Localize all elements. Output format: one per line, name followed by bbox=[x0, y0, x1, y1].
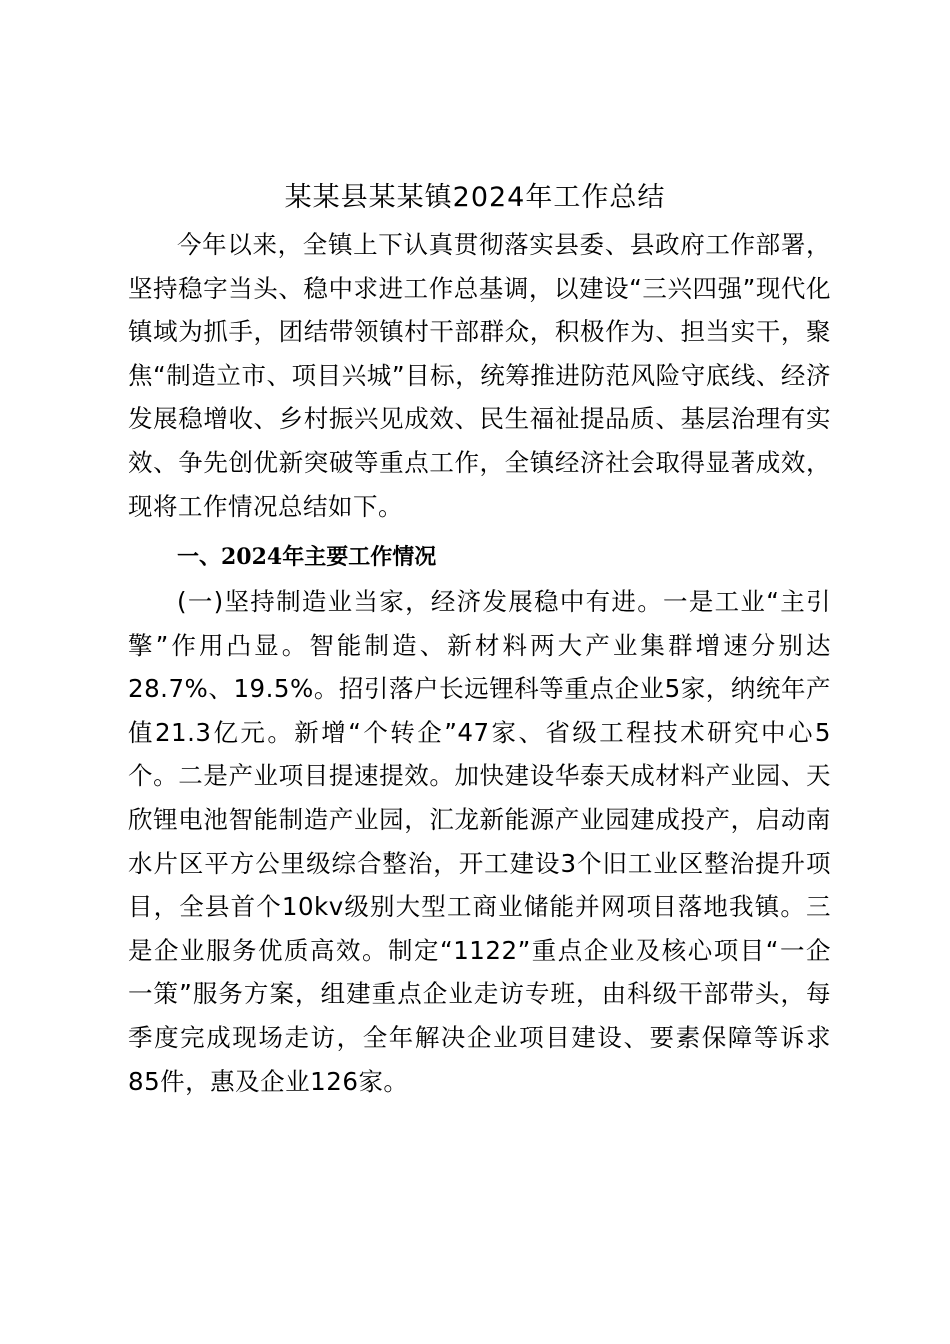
document-title: 某某县某某镇2024年工作总结 bbox=[284, 182, 666, 213]
section-paragraph: (一)坚持制造业当家，经济发展稳中有进。一是工业“主引擎”作用凸显。智能制造、新材料两大产业集群增速分别达28.7%、19.5%。招引落户长远锂科等重点企业5家，纳统年产值21.3亿元。新增“个转企”47家、省级工程技术研究中心5个。二是产业项目提速提效。加快建设华泰天成材料产业园、天欣锂电池智能制造产业园，汇龙新能源产业园建成投产，启动南水片区平方公里级综合整治，开工建设3个旧工业区整治提升项目，全县首个10kv级别大型工商业储能并网项目落地我镇。三是企业服务优质高效。制定“1122”重点企业及核心项目“一企一策”服务方案，组建重点企业走访专班，由科级干部带头，每季度完成现场走访，全年解决企业项目建设、要素保障等诉求85件，惠及企业126家。 bbox=[128, 587, 831, 1096]
section-heading: 一、2024年主要工作情况 bbox=[177, 544, 437, 570]
intro-paragraph: 今年以来，全镇上下认真贯彻落实县委、县政府工作部署，坚持稳字当头、稳中求进工作总基调，以建设“三兴四强”现代化镇域为抓手，团结带领镇村干部群众，积极作为、担当实干，聚焦“制造立市、项目兴城”目标，统筹推进防范风险守底线、经济发展稳增收、乡村振兴见成效、民生福祉提品质、基层治理有实效、争先创优新突破等重点工作，全镇经济社会取得显著成效，现将工作情况总结如下。 bbox=[128, 230, 831, 521]
